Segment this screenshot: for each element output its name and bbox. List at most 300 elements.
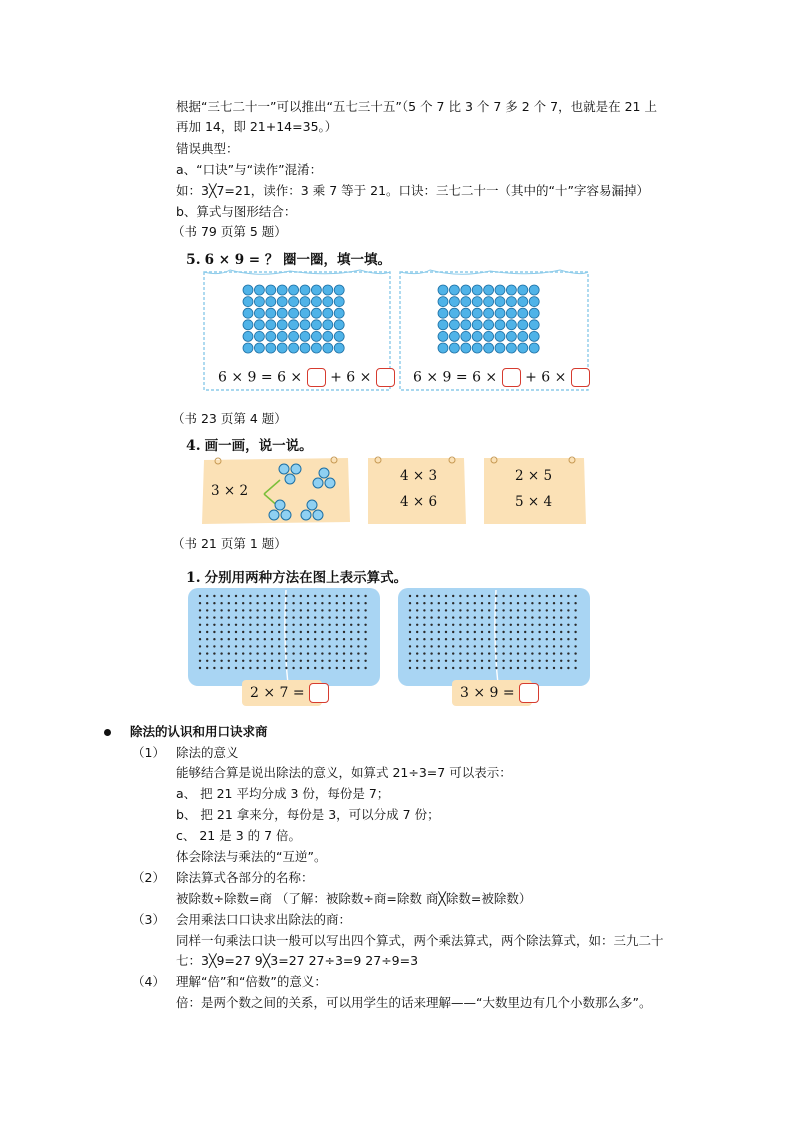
grid-dot <box>524 624 526 626</box>
grid-dot <box>423 652 425 654</box>
grid-dot <box>546 624 548 626</box>
section-1-line-1: 能够结合算是说出除法的意义，如算式 21÷3=7 可以表示： <box>176 765 512 780</box>
grid-dot <box>357 667 359 669</box>
grid-dot <box>430 638 432 640</box>
grid-dot <box>278 602 280 604</box>
problem1-header <box>186 566 407 586</box>
grid-dot <box>336 660 338 662</box>
grid-dot <box>445 660 447 662</box>
grid-dot <box>524 667 526 669</box>
grid-dot <box>249 609 251 611</box>
array-dot <box>277 297 287 307</box>
array-dot <box>300 308 310 318</box>
grid-dot <box>364 616 366 618</box>
grid-dot <box>459 616 461 618</box>
grid-dot <box>416 667 418 669</box>
grid-dot <box>314 609 316 611</box>
grid-dot <box>502 616 504 618</box>
grid-dot <box>228 624 230 626</box>
problem4-title: 画一画，说一说。 <box>204 438 313 454</box>
array-dot <box>254 285 264 295</box>
array-dot <box>266 297 276 307</box>
grid-dot <box>256 602 258 604</box>
grid-dot <box>488 631 490 633</box>
grid-dot <box>409 660 411 662</box>
section-3-title: 会用乘法口口诀求出除法的商： <box>176 912 352 927</box>
grid-dot <box>220 602 222 604</box>
grid-dot <box>343 595 345 597</box>
right-eq-text: 3 × 9 = <box>460 685 515 701</box>
array-dot <box>461 320 471 330</box>
grid-dot <box>278 595 280 597</box>
grid-dot <box>423 616 425 618</box>
grid-dot <box>249 624 251 626</box>
grid-dot <box>502 624 504 626</box>
grid-dot <box>430 631 432 633</box>
grid-dot <box>452 652 454 654</box>
array-dot <box>311 320 321 330</box>
grid-dot <box>256 624 258 626</box>
grid-dot <box>300 631 302 633</box>
grid-dot <box>510 602 512 604</box>
grid-dot <box>343 660 345 662</box>
grid-dot <box>199 667 201 669</box>
grid-dot <box>336 624 338 626</box>
grid-dot <box>343 638 345 640</box>
eq-left-text: 6 × 9 = 6 × <box>413 369 498 386</box>
array-dot <box>438 331 448 341</box>
grid-dot <box>350 631 352 633</box>
grid-dot <box>357 595 359 597</box>
grid-dot <box>242 652 244 654</box>
grid-dot <box>466 638 468 640</box>
grid-dot <box>474 631 476 633</box>
grid-dot <box>510 595 512 597</box>
grid-dot <box>502 667 504 669</box>
grid-dot <box>249 616 251 618</box>
array-dot <box>518 297 528 307</box>
grid-dot <box>343 631 345 633</box>
grid-dot <box>307 631 309 633</box>
grid-dot <box>459 638 461 640</box>
array-dot <box>311 285 321 295</box>
intro-line-1: 根据“三七二十一”可以推出“五七三十五”（5 个 7 比 3 个 7 多 2 个 7，也就是在 21 上 <box>176 99 657 114</box>
grid-dot <box>459 624 461 626</box>
grid-dot <box>531 645 533 647</box>
book-ref-21: （书 21 页第 1 题） <box>172 536 287 551</box>
grid-dot <box>488 638 490 640</box>
grid-dot <box>459 645 461 647</box>
grid-dot <box>524 660 526 662</box>
grid-dot <box>292 602 294 604</box>
grid-dot <box>314 645 316 647</box>
grid-dot <box>314 660 316 662</box>
grid-dot <box>517 624 519 626</box>
grid-dot <box>249 645 251 647</box>
grid-dot <box>481 667 483 669</box>
grid-dot <box>242 616 244 618</box>
array-dot <box>506 297 516 307</box>
grid-dot <box>510 624 512 626</box>
grid-dot <box>321 602 323 604</box>
grid-dot <box>416 660 418 662</box>
grid-dot <box>256 616 258 618</box>
grid-dot <box>546 609 548 611</box>
grid-dot <box>553 638 555 640</box>
grid-dot <box>423 609 425 611</box>
array-dot <box>449 297 459 307</box>
grid-dot <box>336 595 338 597</box>
grid-dot <box>416 624 418 626</box>
grid-dot <box>495 667 497 669</box>
grid-dot <box>364 602 366 604</box>
grid-dot <box>495 645 497 647</box>
grid-dot <box>328 667 330 669</box>
grid-dot <box>199 660 201 662</box>
grid-dot <box>228 631 230 633</box>
grid-dot <box>249 660 251 662</box>
answer-box[interactable] <box>376 368 395 387</box>
grid-dot <box>271 609 273 611</box>
grid-dot <box>328 609 330 611</box>
grid-dot <box>206 667 208 669</box>
grid-dot <box>423 595 425 597</box>
array-dot <box>254 320 264 330</box>
grid-dot <box>336 667 338 669</box>
grid-dot <box>423 660 425 662</box>
grid-dot <box>314 638 316 640</box>
grid-dot <box>285 660 287 662</box>
grid-dot <box>264 602 266 604</box>
array-dot <box>472 285 482 295</box>
array-dot <box>506 320 516 330</box>
array-dot <box>289 320 299 330</box>
grid-dot <box>256 652 258 654</box>
grid-dot <box>343 602 345 604</box>
grid-dot <box>438 602 440 604</box>
grid-dot <box>300 616 302 618</box>
array-dot <box>529 308 539 318</box>
grid-dot <box>430 595 432 597</box>
grid-dot <box>242 602 244 604</box>
grid-dot <box>474 602 476 604</box>
grid-dot <box>430 660 432 662</box>
array-dot <box>518 285 528 295</box>
grid-dot <box>357 609 359 611</box>
grid-dot <box>452 631 454 633</box>
array-dot <box>334 343 344 353</box>
grid-dot <box>430 602 432 604</box>
grid-dot <box>438 645 440 647</box>
array-dot <box>461 331 471 341</box>
grid-dot <box>199 652 201 654</box>
grid-dot <box>292 609 294 611</box>
answer-box[interactable] <box>571 368 590 387</box>
grid-dot <box>510 631 512 633</box>
grid-dot <box>546 602 548 604</box>
section-2-line-1: 被除数÷除数=商 （了解：被除数÷商=除数 商╳除数=被除数） <box>176 891 532 906</box>
grid-dot <box>328 595 330 597</box>
array-dot <box>518 331 528 341</box>
grid-dot <box>357 638 359 640</box>
array-dot <box>449 285 459 295</box>
array-dot <box>495 331 505 341</box>
array-dot <box>484 343 494 353</box>
grid-dot <box>292 652 294 654</box>
answer-box[interactable] <box>502 368 521 387</box>
grid-dot <box>271 638 273 640</box>
problem4-header <box>186 434 313 454</box>
card2-line-2: 4 × 6 <box>400 494 438 510</box>
grid-dot <box>213 638 215 640</box>
grid-dot <box>452 667 454 669</box>
array-dot <box>289 308 299 318</box>
grid-dot <box>531 616 533 618</box>
grid-dot <box>495 624 497 626</box>
grid-dot <box>336 616 338 618</box>
grid-dot <box>235 609 237 611</box>
grid-dot <box>409 616 411 618</box>
grid-dot <box>220 631 222 633</box>
array-dot <box>323 331 333 341</box>
grid-dot <box>423 602 425 604</box>
grid-dot <box>409 595 411 597</box>
grid-dot <box>560 595 562 597</box>
grid-dot <box>438 652 440 654</box>
grid-dot <box>560 667 562 669</box>
grid-dot <box>409 638 411 640</box>
grid-dot <box>438 595 440 597</box>
grid-dot <box>466 624 468 626</box>
grid-dot <box>228 638 230 640</box>
grid-dot <box>517 660 519 662</box>
grid-dot <box>199 616 201 618</box>
grid-dot <box>350 638 352 640</box>
grid-dot <box>423 667 425 669</box>
grid-dot <box>314 667 316 669</box>
section-3-number: （3） <box>132 912 165 927</box>
grid-dot <box>307 667 309 669</box>
problem1-number: 1. <box>186 570 201 586</box>
grid-dot <box>249 638 251 640</box>
array-dot <box>289 285 299 295</box>
grid-dot <box>271 624 273 626</box>
answer-box[interactable] <box>307 368 326 387</box>
grid-dot <box>300 667 302 669</box>
grid-dot <box>206 660 208 662</box>
array-dot <box>495 343 505 353</box>
array-dot <box>300 343 310 353</box>
grid-dot <box>488 660 490 662</box>
grid-dot <box>220 624 222 626</box>
array-dot <box>334 285 344 295</box>
array-dot <box>484 285 494 295</box>
grid-dot <box>314 602 316 604</box>
grid-dot <box>445 645 447 647</box>
grid-dot <box>416 631 418 633</box>
array-dot <box>484 308 494 318</box>
grid-dot <box>430 609 432 611</box>
array-dot <box>289 331 299 341</box>
grid-dot <box>502 631 504 633</box>
grid-dot <box>445 609 447 611</box>
grid-dot <box>416 609 418 611</box>
grid-dot <box>430 652 432 654</box>
grid-dot <box>546 631 548 633</box>
grid-dot <box>495 616 497 618</box>
grid-dot <box>553 602 555 604</box>
grid-dot <box>438 624 440 626</box>
grid-dot <box>466 616 468 618</box>
problem5-title: 6 × 9 = ？ 圈一圈，填一填。 <box>204 252 392 268</box>
left-eq-text: 2 × 7 = <box>250 685 305 701</box>
grid-dot <box>199 624 201 626</box>
grid-dot <box>343 624 345 626</box>
section-3-line-2: 七：3╳9=27 9╳3=27 27÷3=9 27÷9=3 <box>176 953 419 968</box>
grid-dot <box>517 616 519 618</box>
grid-dot <box>350 609 352 611</box>
grid-dot <box>481 638 483 640</box>
grid-dot <box>474 638 476 640</box>
grid-dot <box>206 595 208 597</box>
grid-dot <box>553 631 555 633</box>
grid-dot <box>423 645 425 647</box>
grid-dot <box>409 624 411 626</box>
intro-line-2: 再加 14，即 21+14=35。） <box>176 119 338 134</box>
grid-dot <box>574 638 576 640</box>
grid-dot <box>423 631 425 633</box>
answer-box[interactable] <box>309 683 329 703</box>
grid-dot <box>213 602 215 604</box>
grid-dot <box>538 660 540 662</box>
grid-dot <box>546 638 548 640</box>
grid-dot <box>285 616 287 618</box>
grid-dot <box>228 609 230 611</box>
grid-dot <box>278 645 280 647</box>
eq-mid-text: + 6 × <box>525 369 567 386</box>
grid-dot <box>256 631 258 633</box>
error-b: b、算式与图形结合： <box>176 204 297 219</box>
array-dot <box>311 308 321 318</box>
grid-dot <box>481 631 483 633</box>
grid-dot <box>357 645 359 647</box>
array-dot <box>243 331 253 341</box>
array-dot <box>529 320 539 330</box>
grid-dot <box>531 638 533 640</box>
grid-dot <box>278 660 280 662</box>
grid-dot <box>228 667 230 669</box>
grid-dot <box>546 616 548 618</box>
grid-dot <box>307 624 309 626</box>
grid-dot <box>495 602 497 604</box>
grid-dot <box>481 645 483 647</box>
grid-dot <box>502 602 504 604</box>
grid-dot <box>343 645 345 647</box>
grid-dot <box>430 624 432 626</box>
grid-dot <box>285 595 287 597</box>
array-dot <box>518 343 528 353</box>
grid-dot <box>235 652 237 654</box>
grid-dot <box>220 616 222 618</box>
grid-dot <box>553 652 555 654</box>
grid-dot <box>364 631 366 633</box>
grid-dot <box>256 667 258 669</box>
problem5-equation-left <box>218 368 395 387</box>
grid-dot <box>488 667 490 669</box>
grid-dot <box>474 660 476 662</box>
section-1-line-3: b、 把 21 拿来分，每份是 3，可以分成 7 份； <box>176 807 440 822</box>
grid-dot <box>199 631 201 633</box>
grid-dot <box>314 652 316 654</box>
grid-dot <box>350 645 352 647</box>
grid-dot <box>481 616 483 618</box>
grid-dot <box>466 667 468 669</box>
grid-dot <box>423 638 425 640</box>
array-dot <box>254 343 264 353</box>
grid-dot <box>350 667 352 669</box>
book-ref-79: （书 79 页第 5 题） <box>172 224 287 239</box>
book-ref-23: （书 23 页第 4 题） <box>172 411 287 426</box>
grid-dot <box>452 595 454 597</box>
grid-dot <box>278 609 280 611</box>
grid-dot <box>213 667 215 669</box>
grid-dot <box>206 616 208 618</box>
grid-dot <box>466 645 468 647</box>
answer-box[interactable] <box>519 683 539 703</box>
array-dot <box>506 331 516 341</box>
grid-dot <box>510 652 512 654</box>
grid-dot <box>445 616 447 618</box>
array-dot <box>323 308 333 318</box>
grid-dot <box>350 624 352 626</box>
grid-dot <box>364 638 366 640</box>
grid-dot <box>430 616 432 618</box>
grid-dot <box>416 638 418 640</box>
grid-dot <box>452 638 454 640</box>
grid-dot <box>459 667 461 669</box>
grid-dot <box>560 631 562 633</box>
grid-dot <box>199 595 201 597</box>
grid-dot <box>285 645 287 647</box>
grid-dot <box>488 624 490 626</box>
grid-dot <box>517 631 519 633</box>
problem4-number: 4. <box>186 438 201 454</box>
grid-dot <box>488 595 490 597</box>
array-dot <box>449 331 459 341</box>
grid-dot <box>553 609 555 611</box>
grid-dot <box>531 667 533 669</box>
section-3-line-1: 同样一句乘法口诀一般可以写出四个算式，两个乘法算式，两个除法算式，如：三九二十 <box>176 933 664 948</box>
eq-left-text: 6 × 9 = 6 × <box>218 369 303 386</box>
grid-dot <box>574 624 576 626</box>
grid-dot <box>502 652 504 654</box>
grid-dot <box>459 609 461 611</box>
array-dot <box>243 343 253 353</box>
array-dot <box>438 297 448 307</box>
grid-dot <box>357 652 359 654</box>
grid-dot <box>321 645 323 647</box>
grid-dot <box>321 667 323 669</box>
bullet-icon <box>104 729 111 736</box>
grid-dot <box>560 602 562 604</box>
grid-dot <box>524 638 526 640</box>
grid-dot <box>357 624 359 626</box>
grid-dot <box>466 609 468 611</box>
grid-dot <box>574 631 576 633</box>
grid-dot <box>574 645 576 647</box>
array-dot <box>300 331 310 341</box>
grid-dot <box>524 652 526 654</box>
